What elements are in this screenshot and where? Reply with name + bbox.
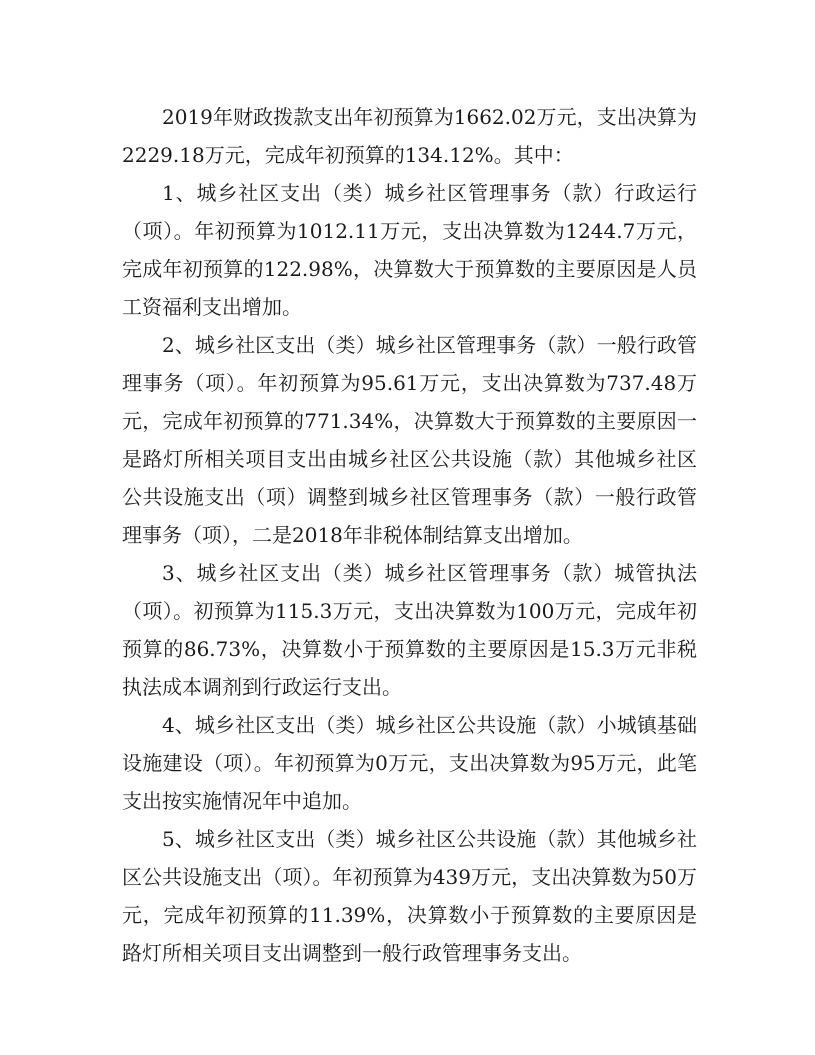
paragraph-summary: 2019年财政拨款支出年初预算为1662.02万元，支出决算为2229.18万元，完成年初预算的134.12%。其中： xyxy=(122,105,697,167)
paragraph-item-4: 4、城乡社区支出（类）城乡社区公共设施（款）小城镇基础设施建设（项）。年初预算为0万元，支出决算数为95万元，此笔支出按实施情况年中追加。 xyxy=(122,713,697,813)
paragraph-item-1: 1、城乡社区支出（类）城乡社区管理事务（款）行政运行（项）。年初预算为1012.11万元，支出决算数为1244.7万元，完成年初预算的122.98%，决算数大于预算数的主要原因是人员工资福利支出增加。 xyxy=(122,181,697,319)
document-body xyxy=(122,98,697,972)
paragraph-item-5: 5、城乡社区支出（类）城乡社区公共设施（款）其他城乡社区公共设施支出（项）。年初预算为439万元，支出决算数为50万元，完成年初预算的11.39%，决算数小于预算数的主要原因是路灯所相关项目支出调整到一般行政管理事务支出。 xyxy=(122,827,697,965)
paragraph-item-2: 2、城乡社区支出（类）城乡社区管理事务（款）一般行政管理事务（项）。年初预算为95.61万元，支出决算数为737.48万元，完成年初预算的771.34%，决算数大于预算数的主要原因一是路灯所相关项目支出由城乡社区公共设施（款）其他城乡社区公共设施支出（项）调整到城乡社区管理事务（款）一般行政管理事务（项），二是2018年非税体制结算支出增加。 xyxy=(122,333,697,547)
paragraph-item-3: 3、城乡社区支出（类）城乡社区管理事务（款）城管执法（项）。初预算为115.3万元，支出决算数为100万元，完成年初预算的86.73%，决算数小于预算数的主要原因是15.3万元非税执法成本调剂到行政运行支出。 xyxy=(122,561,697,699)
